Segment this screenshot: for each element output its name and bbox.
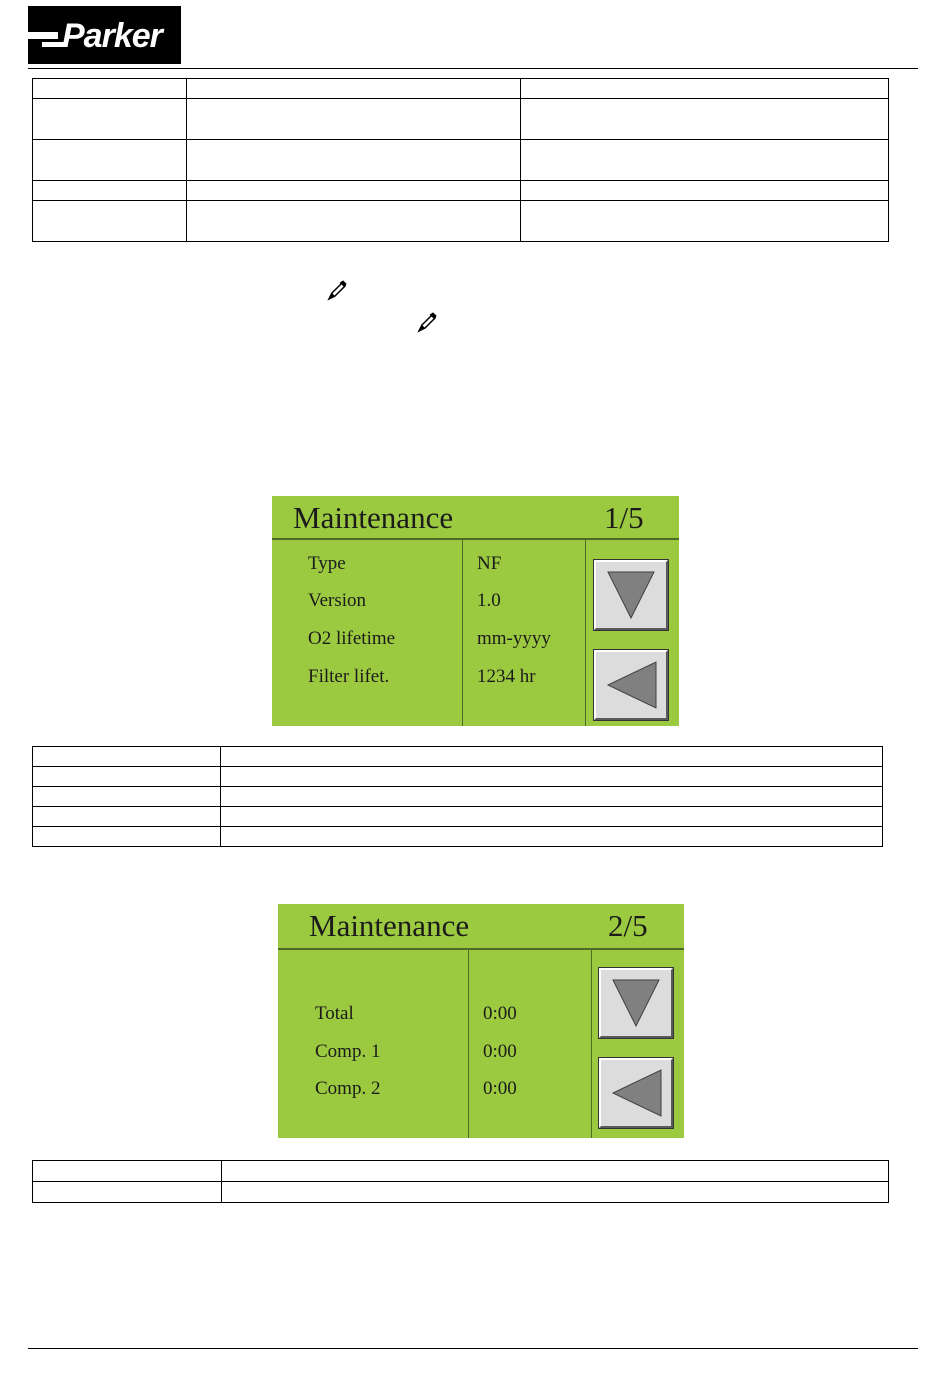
table-row (33, 807, 883, 827)
maintenance-screen-1 (272, 496, 679, 726)
screen-title: Maintenance (309, 908, 470, 943)
row-label-filter-lifetime: Filter lifet. (308, 666, 390, 687)
table-row (33, 201, 889, 242)
logo-stripe (42, 42, 64, 47)
table-row (33, 181, 889, 201)
back-button[interactable] (599, 1058, 673, 1128)
table-row (33, 787, 883, 807)
row-value-version: 1.0 (477, 590, 501, 611)
logo-text: Parker (62, 17, 162, 55)
row-value-filter-lifetime: 1234 hr (477, 666, 536, 687)
scroll-down-button[interactable] (599, 968, 673, 1038)
screen-title: Maintenance (293, 500, 454, 535)
scroll-down-button[interactable] (594, 560, 668, 630)
row-label-o2-lifetime: O2 lifetime (308, 628, 396, 649)
arrow-down-icon (596, 562, 666, 628)
table-row (33, 79, 889, 99)
table-row (33, 1182, 889, 1203)
page-indicator: 1/5 (604, 500, 644, 535)
column-divider (468, 950, 469, 1138)
table-row (33, 140, 889, 181)
row-value-total: 0:00 (483, 1003, 517, 1024)
row-value-comp-2: 0:00 (483, 1078, 517, 1099)
table-row (33, 99, 889, 140)
arrow-down-icon (601, 970, 671, 1036)
pencil-icon (415, 311, 437, 333)
back-button[interactable] (594, 650, 668, 720)
title-divider (278, 948, 684, 950)
row-label-comp-1: Comp. 1 (315, 1041, 381, 1062)
column-divider (462, 540, 463, 726)
column-divider (585, 540, 586, 726)
row-value-o2-lifetime: mm-yyyy (477, 628, 551, 649)
title-divider (272, 538, 679, 540)
table-2 (32, 746, 883, 847)
logo-stripe (28, 32, 58, 39)
pencil-icon (325, 279, 347, 301)
table-row (33, 827, 883, 847)
footer-rule (28, 1348, 918, 1349)
row-label-comp-2: Comp. 2 (315, 1078, 381, 1099)
row-label-total: Total (315, 1003, 354, 1024)
table-row (33, 1161, 889, 1182)
arrow-left-icon (596, 652, 666, 718)
maintenance-screen-2 (278, 904, 684, 1138)
row-value-comp-1: 0:00 (483, 1041, 517, 1062)
header-rule (28, 68, 918, 69)
table-1 (32, 78, 889, 242)
table-row (33, 747, 883, 767)
table-3 (32, 1160, 889, 1203)
page-indicator: 2/5 (608, 908, 648, 943)
arrow-left-icon (601, 1060, 671, 1126)
table-row (33, 767, 883, 787)
row-value-type: NF (477, 553, 502, 574)
column-divider (591, 950, 592, 1138)
parker-logo (28, 6, 181, 64)
row-label-version: Version (308, 590, 367, 611)
row-label-type: Type (308, 553, 346, 574)
